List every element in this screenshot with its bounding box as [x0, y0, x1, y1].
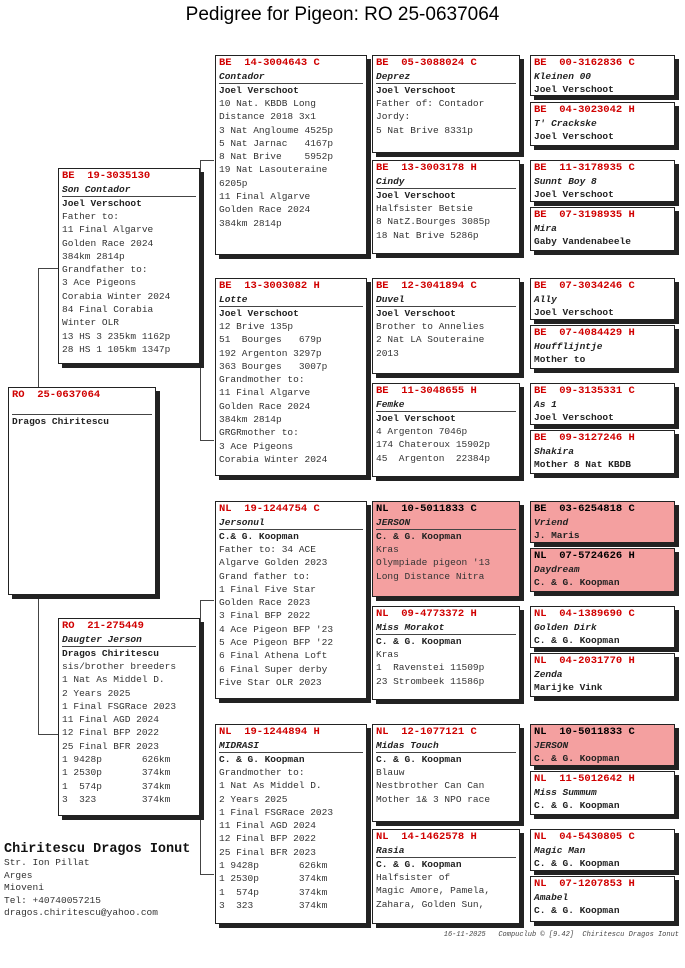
owner: Joel Verschoot	[376, 411, 516, 425]
note-line: 12 Brive 135p	[219, 321, 294, 332]
note-line: 2 Nat LA Souteraine	[376, 334, 485, 346]
note-line: 11 Final AGD 2024	[219, 820, 316, 832]
note-line: 1 9428p 626km	[62, 754, 171, 766]
note-line: 3 323 374km	[62, 793, 171, 805]
ring-number: BE 14-3004643 C	[219, 57, 320, 69]
ring-number: RO 21-275449	[62, 620, 144, 632]
note-line: Golden Race 2024	[219, 204, 311, 216]
note-line: Grandfather to:	[62, 264, 148, 276]
note-line: sis/brother breeders	[62, 661, 177, 672]
note-line: Long Distance Nitra	[376, 570, 485, 582]
pigeon-name: Daugter Jerson	[62, 634, 142, 645]
note-line: 23 Strombeek 11586p	[376, 675, 485, 687]
note-line: Grandmother to:	[219, 374, 305, 386]
note-line: 192 Argenton 3297p	[219, 347, 322, 359]
breeder-city: Mioveni	[4, 882, 44, 893]
note-line: Olympiade pigeon '13	[376, 557, 491, 569]
pigeon-name: Sunnt Boy 8	[534, 176, 597, 187]
connector-line	[200, 600, 214, 601]
pigeon-name: MIDRASI	[219, 740, 259, 751]
pedigree-notes	[376, 425, 516, 465]
owner: Joel Verschoot	[376, 188, 516, 202]
note-line: 8 NatZ.Bourges 3085p	[376, 216, 491, 228]
subject-card[interactable]	[8, 387, 156, 595]
owner: J. Maris	[534, 530, 580, 541]
ring-number: BE 04-3023042 H	[534, 104, 635, 116]
note-line: 11 Final AGD 2024	[62, 714, 159, 726]
note-line: Magic Amore, Pamela,	[376, 885, 491, 897]
ring-number: NL 12-1077121 C	[376, 726, 477, 738]
gggp-card[interactable]	[530, 325, 675, 369]
owner: C. & G. Koopman	[376, 529, 516, 543]
gggp-card[interactable]	[530, 548, 675, 592]
note-line: 12 Final BFP 2022	[219, 833, 316, 845]
gggp-card[interactable]	[530, 606, 675, 648]
note-line: Halfsister Betsie	[376, 203, 473, 214]
footer-credit: 16-11-2025 Compuclub © [9.42] Chiritescu Dragos Ionut	[443, 931, 679, 939]
ggp-card[interactable]	[372, 501, 520, 597]
gggp-card[interactable]	[530, 653, 675, 697]
note-line: 384km 2814p	[219, 217, 282, 229]
breeder-county: Arges	[4, 869, 33, 881]
pigeon-name: Rasia	[376, 845, 405, 856]
owner: C. & G. Koopman	[534, 635, 620, 646]
note-line: Halfsister of	[376, 872, 451, 883]
owner: Mother 8 Nat KBDB	[534, 459, 631, 470]
ring-number: BE 07-3198935 H	[534, 209, 635, 221]
pigeon-name: Jersonul	[219, 517, 265, 528]
note-line: 5 Nat Brive 8331p	[376, 124, 473, 136]
note-line: 1 Final FSGRace 2023	[62, 700, 177, 712]
pedigree-notes	[376, 202, 516, 242]
ring-number: BE 03-6254818 C	[534, 503, 635, 515]
pigeon-name: Mira	[534, 223, 557, 234]
note-line: 11 Final Algarve	[62, 224, 154, 236]
ring-number: BE 13-3003178 H	[376, 162, 477, 174]
connector-line	[200, 440, 214, 441]
pedigree-notes	[376, 648, 516, 688]
owner: Joel Verschoot	[534, 189, 614, 200]
owner: C. & G. Koopman	[376, 752, 516, 766]
pigeon-name: Midas Touch	[376, 740, 439, 751]
note-line: 1 2530p 374km	[62, 767, 171, 779]
owner: C. & G. Koopman	[534, 577, 620, 588]
note-line: Five Star OLR 2023	[219, 676, 322, 688]
note-line: 18 Nat Brive 5286p	[376, 229, 479, 241]
note-line: 84 Final Corabia	[62, 304, 154, 316]
pigeon-name: Kleinen 00	[534, 71, 592, 82]
gggp-card[interactable]	[530, 501, 675, 543]
note-line: 6 Final Super derby	[219, 663, 328, 675]
ring-number: BE 00-3162836 C	[534, 57, 635, 69]
owner: Mother to	[534, 354, 586, 365]
note-line: 5 Nat Jarnac 4167p	[219, 137, 334, 149]
note-line: 1 Nat As Middel D.	[62, 674, 165, 686]
pedigree-notes	[219, 320, 363, 466]
ring-number: NL 10-5011833 C	[376, 503, 477, 515]
note-line: Corabia Winter 2024	[219, 453, 328, 465]
connector-line	[38, 268, 58, 269]
note-line: Nestbrother Can Can	[376, 780, 485, 792]
ggp-card[interactable]	[372, 160, 520, 254]
breeder-name: Chiritescu Dragos Ionut	[4, 842, 191, 857]
owner: C.& G. Koopman	[219, 529, 363, 543]
ring-number: NL 10-5011833 C	[534, 726, 635, 738]
note-line: Mother 1& 3 NPO race	[376, 793, 491, 805]
note-line: 3 Final BFP 2022	[219, 610, 311, 622]
owner: Joel Verschoot	[534, 84, 614, 95]
breeder-phone: Tel: +40740057215	[4, 894, 101, 906]
connector-line	[200, 600, 201, 874]
note-line: 1 Final FSGRace 2023	[219, 806, 334, 818]
note-line: 11 Final Algarve	[219, 387, 311, 399]
pigeon-name: Amabel	[534, 892, 569, 903]
pedigree-notes	[376, 320, 516, 360]
pigeon-name: Lotte	[219, 294, 248, 305]
dam-card[interactable]	[58, 618, 200, 816]
pigeon-name: Shakira	[534, 446, 574, 457]
ring-number: NL 19-1244894 H	[219, 726, 320, 738]
owner: Joel Verschoot	[219, 306, 363, 320]
note-line: 25 Final BFR 2023	[62, 740, 159, 752]
gggp-card[interactable]	[530, 829, 675, 871]
pigeon-name: Vriend	[534, 517, 569, 528]
gggp-card[interactable]	[530, 383, 675, 425]
ggp-card[interactable]	[372, 829, 520, 924]
owner: Joel Verschoot	[534, 131, 614, 142]
note-line: 1 Final Five Star	[219, 583, 316, 595]
note-line: 1 Ravenstei 11509p	[376, 662, 485, 674]
ring-number: BE 13-3003082 H	[219, 280, 320, 292]
note-line: Zahara, Golden Sun,	[376, 898, 485, 910]
owner: Joel Verschoot	[534, 307, 614, 318]
note-line: 2013	[376, 347, 399, 359]
note-line: 174 Chateroux 15902p	[376, 439, 491, 451]
note-line: 384km 2814p	[62, 250, 125, 262]
pedigree-notes	[376, 766, 516, 806]
note-line: 3 Ace Pigeons	[219, 440, 294, 452]
note-line: 4 Ace Pigeon BFP '23	[219, 623, 334, 635]
note-line: Algarve Golden 2023	[219, 557, 328, 569]
ring-number: NL 19-1244754 C	[219, 503, 320, 515]
sire-card[interactable]	[58, 168, 200, 364]
note-line: Father of: Contador	[376, 98, 485, 109]
note-line: 2 Years 2025	[62, 687, 131, 699]
connector-line	[200, 160, 214, 161]
note-line: 19 Nat Lasouteraine	[219, 164, 328, 176]
note-line: 1 574p 374km	[62, 780, 171, 792]
grandsire-maternal-card[interactable]	[215, 501, 367, 699]
ring-number: NL 07-5724626 H	[534, 550, 635, 562]
note-line: 2 Years 2025	[219, 793, 288, 805]
pigeon-name: Daydream	[534, 564, 580, 575]
ring-number: BE 05-3088024 C	[376, 57, 477, 69]
ring-number: NL 04-2031770 H	[534, 655, 635, 667]
pigeon-name: JERSON	[376, 517, 411, 528]
note-line: 51 Bourges 679p	[219, 334, 322, 346]
note-line: 11 Final Algarve	[219, 191, 311, 203]
ring-number: BE 11-3178935 C	[534, 162, 635, 174]
ring-number: NL 09-4773372 H	[376, 608, 477, 620]
note-line: 25 Final BFR 2023	[219, 846, 316, 858]
note-line: 13 HS 3 235km 1162p	[62, 330, 171, 342]
gggp-card[interactable]	[530, 207, 675, 251]
pigeon-name: Miss Summum	[534, 787, 597, 798]
owner: Joel Verschoot	[376, 306, 516, 320]
note-line: 1 Nat As Middel D.	[219, 780, 322, 792]
ring-number: BE 19-3035130	[62, 170, 151, 182]
note-line: 12 Final BFP 2022	[62, 727, 159, 739]
owner: Joel Verschoot	[219, 83, 363, 97]
pedigree-notes	[62, 660, 196, 806]
note-line: Kras	[376, 649, 399, 660]
note-line: 1 574p 374km	[219, 886, 328, 898]
owner: Dragos Chiritescu	[12, 414, 152, 428]
connector-line	[200, 160, 201, 440]
gggp-card[interactable]	[530, 278, 675, 320]
pedigree-notes	[219, 97, 363, 230]
owner: C. & G. Koopman	[534, 800, 620, 811]
note-line: 3 Nat Angloume 4525p	[219, 124, 334, 136]
ring-number: BE 07-3034246 C	[534, 280, 635, 292]
note-line: 4 Argenton 7046p	[376, 426, 468, 437]
pigeon-name: Golden Dirk	[534, 622, 597, 633]
note-line: Golden Race 2024	[219, 400, 311, 412]
note-line: 1 2530p 374km	[219, 873, 328, 885]
note-line: 5 Ace Pigeon BFP '22	[219, 637, 334, 649]
pedigree-notes	[376, 871, 516, 911]
note-line: Grand father to:	[219, 570, 311, 582]
ring-number: RO 25-0637064	[12, 389, 101, 401]
owner: C. & G. Koopman	[534, 753, 620, 764]
granddam-paternal-card[interactable]	[215, 278, 367, 476]
gggp-card[interactable]	[530, 876, 675, 922]
note-line: Kras	[376, 544, 399, 555]
ring-number: NL 04-1389690 C	[534, 608, 635, 620]
note-line: Golden Race 2024	[62, 237, 154, 249]
note-line: Jordy:	[376, 111, 411, 123]
ring-number: BE 09-3127246 H	[534, 432, 635, 444]
gggp-card[interactable]	[530, 724, 675, 766]
ring-number: BE 11-3048655 H	[376, 385, 477, 397]
ggp-card[interactable]	[372, 55, 520, 153]
note-line: Grandmother to:	[219, 767, 305, 778]
note-line: Golden Race 2023	[219, 597, 311, 609]
page-title: Pedigree for Pigeon: RO 25-0637064	[185, 4, 500, 25]
pedigree-notes	[219, 766, 363, 912]
ring-number: NL 14-1462578 H	[376, 831, 477, 843]
pigeon-name: JERSON	[534, 740, 569, 751]
pigeon-name: Cindy	[376, 176, 405, 187]
note-line: Brother to Annelies	[376, 321, 485, 332]
note-line: 10 Nat. KBDB Long	[219, 98, 316, 109]
pigeon-name: Son Contador	[62, 184, 131, 195]
owner: C. & G. Koopman	[376, 634, 516, 648]
note-line: 363 Bourges 3007p	[219, 360, 328, 372]
owner: C. & G. Koopman	[219, 752, 363, 766]
ring-number: BE 12-3041894 C	[376, 280, 477, 292]
owner: Gaby Vandenabeele	[534, 236, 631, 247]
pigeon-name: Zenda	[534, 669, 563, 680]
owner: Joel Verschoot	[534, 412, 614, 423]
ring-number: BE 09-3135331 C	[534, 385, 635, 397]
owner: Dragos Chiritescu	[62, 646, 196, 660]
note-line: 1 9428p 626km	[219, 860, 328, 872]
owner: C. & G. Koopman	[376, 857, 516, 871]
pigeon-name: Contador	[219, 71, 265, 82]
gggp-card[interactable]	[530, 430, 675, 474]
note-line: 6205p	[219, 177, 248, 189]
gggp-card[interactable]	[530, 160, 675, 202]
note-line: 28 HS 1 105km 1347p	[62, 343, 171, 355]
pedigree-notes	[376, 97, 516, 137]
gggp-card[interactable]	[530, 771, 675, 815]
pigeon-name: Deprez	[376, 71, 411, 82]
grandsire-paternal-card[interactable]	[215, 55, 367, 255]
ggp-card[interactable]	[372, 383, 520, 477]
pigeon-name: As 1	[534, 399, 557, 410]
connector-line	[38, 594, 39, 734]
granddam-maternal-card[interactable]	[215, 724, 367, 924]
note-line: Corabia Winter 2024	[62, 290, 171, 302]
note-line: Distance 2018 3x1	[219, 111, 316, 123]
pigeon-name: Duvel	[376, 294, 405, 305]
breeder-info	[4, 842, 214, 920]
note-line: 8 Nat Brive 5952p	[219, 151, 334, 163]
owner: Marijke Vink	[534, 682, 603, 693]
pigeon-name: Ally	[534, 294, 557, 305]
breeder-email[interactable]: dragos.chiritescu@yahoo.com	[4, 907, 158, 918]
connector-line	[38, 268, 39, 388]
ring-number: NL 07-1207853 H	[534, 878, 635, 890]
owner: C. & G. Koopman	[534, 905, 620, 916]
pedigree-notes	[376, 543, 516, 583]
ggp-card[interactable]	[372, 724, 520, 822]
pedigree-notes	[219, 543, 363, 689]
note-line: 3 323 374km	[219, 899, 328, 911]
note-line: Father to:	[62, 211, 120, 222]
connector-line	[38, 734, 58, 735]
gggp-card[interactable]	[530, 102, 675, 146]
pigeon-name: Femke	[376, 399, 405, 410]
note-line: Blauw	[376, 767, 405, 778]
ggp-card[interactable]	[372, 278, 520, 374]
note-line: 3 Ace Pigeons	[62, 277, 137, 289]
pigeon-name: Miss Morakot	[376, 622, 445, 633]
note-line: 6 Final Athena Loft	[219, 650, 328, 662]
ring-number: NL 04-5430805 C	[534, 831, 635, 843]
pedigree-notes	[62, 210, 196, 356]
pigeon-name: Magic Man	[534, 845, 586, 856]
note-line: Winter OLR	[62, 317, 120, 329]
breeder-street: Str. Ion Pillat	[4, 857, 90, 868]
ggp-card[interactable]	[372, 606, 520, 700]
owner: Joel Verschoot	[62, 196, 196, 210]
note-line: GRGRmother to:	[219, 427, 299, 439]
pigeon-name: T' Crackske	[534, 118, 597, 129]
note-line: 45 Argenton 22384p	[376, 452, 491, 464]
note-line: 384km 2814p	[219, 414, 282, 426]
owner: C. & G. Koopman	[534, 858, 620, 869]
note-line: Father to: 34 ACE	[219, 544, 316, 555]
pigeon-name: Houfflijntje	[534, 341, 603, 352]
ring-number: NL 11-5012642 H	[534, 773, 635, 785]
owner: Joel Verschoot	[376, 83, 516, 97]
gggp-card[interactable]	[530, 55, 675, 96]
ring-number: BE 07-4084429 H	[534, 327, 635, 339]
